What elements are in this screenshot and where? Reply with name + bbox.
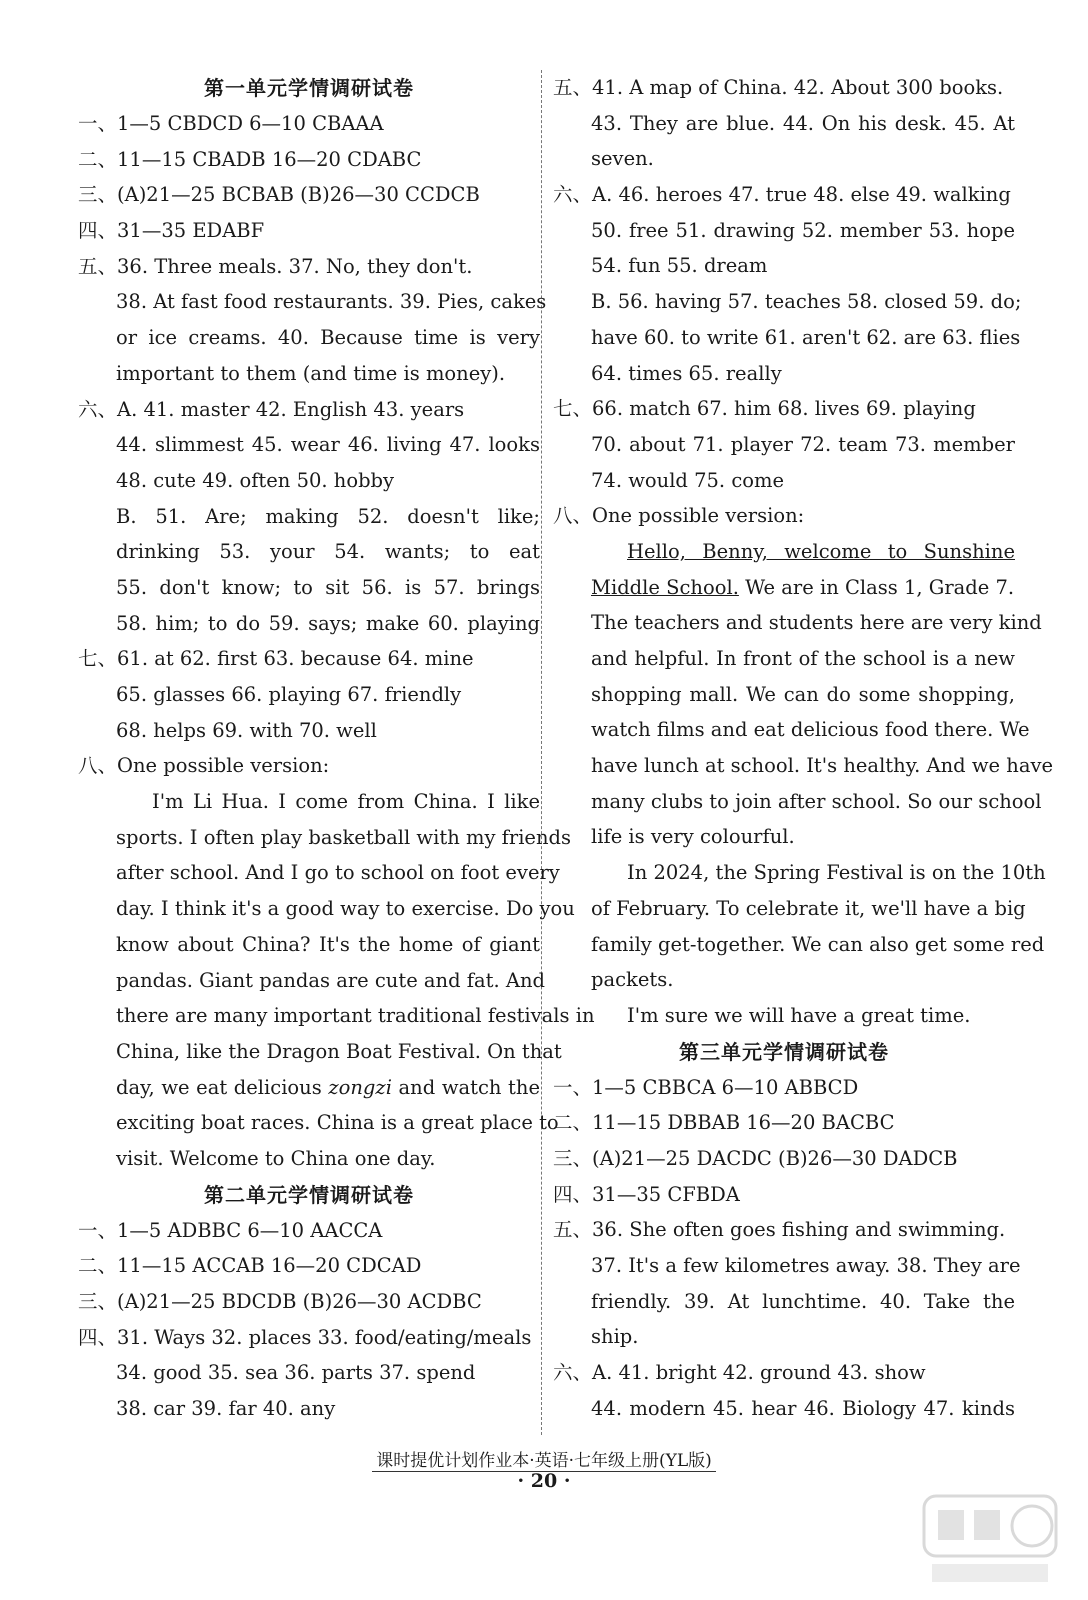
answer-line: 八、One possible version: bbox=[78, 754, 330, 778]
essay-line: I'm sure we will have a great time. bbox=[627, 1003, 971, 1027]
essay-line: after school. And I go to school on foot every bbox=[116, 861, 560, 885]
answer-line: 一、1—5 CBBCA 6—10 ABBCD bbox=[553, 1075, 859, 1099]
essay-line: watch films and eat delicious food there. We bbox=[591, 718, 1030, 742]
essay-line: family get-together. We can also get some red bbox=[591, 932, 1045, 956]
answer-line: 二、11—15 ACCAB 16—20 CDCAD bbox=[78, 1254, 422, 1278]
answer-line: 44. modern 45. hear 46. Biology 47. kinds bbox=[591, 1396, 1015, 1420]
essay-line: visit. Welcome to China one day. bbox=[116, 1146, 436, 1170]
essay-line: sports. I often play basketball with my friends bbox=[116, 825, 572, 849]
essay-text: and watch the bbox=[391, 1075, 540, 1099]
unit2-title: 第二单元学情调研试卷 bbox=[204, 1182, 414, 1207]
essay-line: exciting boat races. China is a great place to bbox=[116, 1111, 559, 1135]
answer-line: 四、31—35 EDABF bbox=[78, 219, 265, 243]
essay-line: and helpful. In front of the school is a new bbox=[591, 647, 1015, 670]
answer-line: important to them (and time is money). bbox=[116, 361, 506, 385]
answer-line: 58. him; to do 59. says; make 60. playing bbox=[116, 611, 540, 635]
answer-line: 44. slimmest 45. wear 46. living 47. looks bbox=[116, 433, 540, 457]
answer-line: 一、1—5 CBDCD 6—10 CBAAA bbox=[78, 112, 384, 135]
answer-line: friendly. 39. At lunchtime. 40. Take the bbox=[591, 1289, 1015, 1313]
right-column bbox=[553, 70, 1054, 1426]
answer-line: or ice creams. 40. Because time is very bbox=[116, 326, 540, 350]
answer-line: 38. car 39. far 40. any bbox=[116, 1397, 336, 1421]
answer-line: 70. about 71. player 72. team 73. member bbox=[591, 432, 1015, 456]
answer-line: seven. bbox=[591, 147, 654, 171]
essay-line bbox=[78, 1070, 540, 1106]
essay-line: there are many important traditional festivals in bbox=[116, 1004, 595, 1028]
answer-line: 74. would 75. come bbox=[591, 468, 785, 492]
left-column bbox=[78, 70, 595, 1427]
essay-text: We are in Class 1, Grade 7. bbox=[738, 575, 1015, 599]
answer-line: 四、31—35 CFBDA bbox=[553, 1182, 740, 1206]
unit1-title: 第一单元学情调研试卷 bbox=[204, 76, 414, 100]
answer-line: 六、A. 41. master 42. English 43. years bbox=[78, 397, 465, 421]
answer-line: 54. fun 55. dream bbox=[591, 254, 768, 278]
answer-line: B. 51. Are; making 52. doesn't like; bbox=[116, 504, 540, 528]
answer-line: 八、One possible version: bbox=[553, 504, 805, 528]
essay-line: China, like the Dragon Boat Festival. On that bbox=[116, 1039, 562, 1063]
watermark-logo bbox=[920, 1490, 1060, 1590]
answer-line: 二、11—15 DBBAB 16—20 BACBC bbox=[553, 1111, 895, 1135]
answer-line: 六、A. 41. bright 42. ground 43. show bbox=[553, 1361, 926, 1385]
answer-line: 43. They are blue. 44. On his desk. 45. At bbox=[591, 111, 1015, 135]
answer-line: 64. times 65. really bbox=[591, 361, 782, 385]
answer-line: 五、36. She often goes fishing and swimming. bbox=[553, 1218, 1006, 1242]
answer-line: 六、A. 46. heroes 47. true 48. else 49. walking bbox=[553, 183, 1011, 207]
answer-line: ship. bbox=[591, 1325, 639, 1349]
answer-line: 二、11—15 CBADB 16—20 CDABC bbox=[78, 147, 422, 171]
footer-book-title bbox=[0, 1446, 1088, 1471]
essay-line: Hello, Benny, welcome to Sunshine bbox=[627, 539, 1015, 563]
essay-line: many clubs to join after school. So our school bbox=[591, 789, 1042, 813]
essay-italic-word: zongzi bbox=[328, 1075, 392, 1099]
page-number: · 20 · bbox=[517, 1470, 571, 1492]
essay-line: In 2024, the Spring Festival is on the 10th bbox=[627, 861, 1046, 885]
answer-line: B. 56. having 57. teaches 58. closed 59. do; bbox=[591, 290, 1022, 314]
column-divider bbox=[541, 70, 542, 1435]
answer-line: 四、31. Ways 32. places 33. food/eating/meals bbox=[78, 1325, 532, 1349]
footer-title-text: 课时提优计划作业本·英语·七年级上册(YL版) bbox=[372, 1451, 716, 1472]
essay-line: of February. To celebrate it, we'll have a big bbox=[591, 896, 1026, 920]
answer-line: 38. At fast food restaurants. 39. Pies, cakes bbox=[116, 290, 547, 314]
answer-line: 50. free 51. drawing 52. member 53. hope bbox=[591, 218, 1015, 242]
answer-line: 七、66. match 67. him 68. lives 69. playing bbox=[553, 397, 976, 421]
answer-line: 三、(A)21—25 BCBAB (B)26—30 CCDCB bbox=[78, 183, 480, 207]
essay-line: day. I think it's a good way to exercise. Do you bbox=[116, 897, 575, 921]
answer-line: 五、41. A map of China. 42. About 300 books. bbox=[553, 76, 1004, 99]
answer-line: have 60. to write 61. aren't 62. are 63. flies bbox=[591, 325, 1021, 349]
answer-line: 一、1—5 ADBBC 6—10 AACCA bbox=[78, 1218, 383, 1242]
essay-underlined-text: Middle School. bbox=[591, 575, 739, 599]
essay-line: packets. bbox=[591, 968, 674, 992]
essay-line: I'm Li Hua. I come from China. I like bbox=[152, 790, 540, 814]
answer-line: 34. good 35. sea 36. parts 37. spend bbox=[116, 1361, 476, 1385]
answer-line: 三、(A)21—25 BDCDB (B)26—30 ACDBC bbox=[78, 1290, 482, 1313]
essay-line: life is very colourful. bbox=[591, 825, 795, 849]
essay-text: day, we eat delicious bbox=[116, 1075, 329, 1099]
answer-line: 七、61. at 62. first 63. because 64. mine bbox=[78, 647, 474, 671]
answer-line: 65. glasses 66. playing 67. friendly bbox=[116, 683, 462, 706]
answer-line: 三、(A)21—25 DACDC (B)26—30 DADCB bbox=[553, 1146, 958, 1170]
essay-line bbox=[553, 570, 1015, 606]
answer-line: 48. cute 49. often 50. hobby bbox=[116, 468, 395, 492]
essay-line: have lunch at school. It's healthy. And we have bbox=[591, 754, 1054, 778]
unit3-title: 第三单元学情调研试卷 bbox=[679, 1039, 889, 1064]
essay-line: know about China? It's the home of giant bbox=[116, 932, 540, 956]
answer-line: 五、36. Three meals. 37. No, they don't. bbox=[78, 254, 473, 278]
answer-line: drinking 53. your 54. wants; to eat bbox=[116, 540, 540, 564]
answer-line: 68. helps 69. with 70. well bbox=[116, 718, 377, 742]
answer-line: 55. don't know; to sit 56. is 57. brings bbox=[116, 575, 540, 599]
essay-line: pandas. Giant pandas are cute and fat. And bbox=[116, 968, 545, 992]
answer-line: 37. It's a few kilometres away. 38. They are bbox=[591, 1254, 1021, 1277]
essay-line: shopping mall. We can do some shopping, bbox=[591, 682, 1015, 706]
essay-line: The teachers and students here are very kind bbox=[591, 611, 1042, 635]
